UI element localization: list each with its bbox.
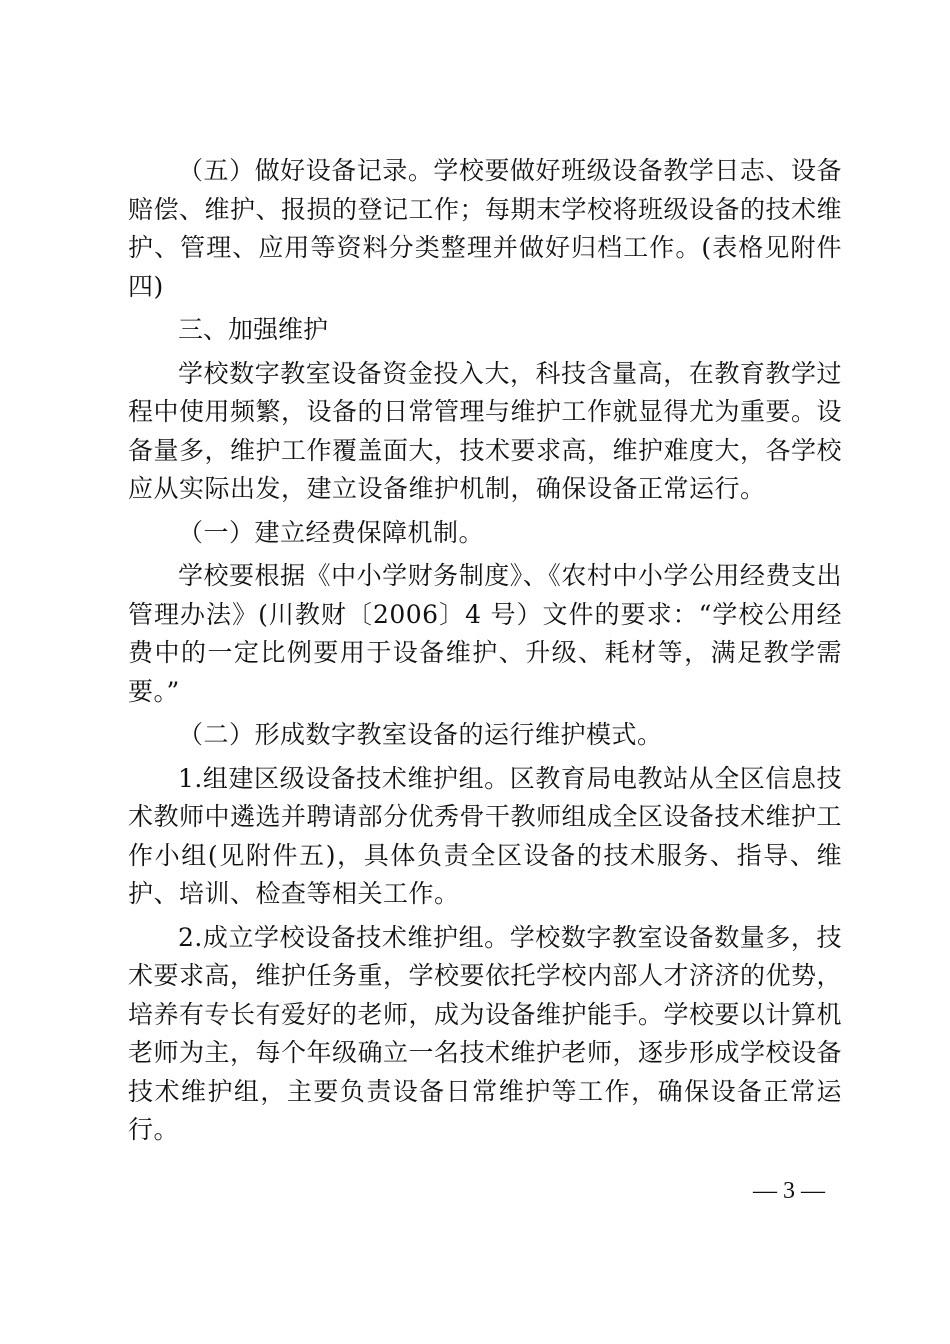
paragraph-funding-heading: （一）建立经费保障机制。	[178, 517, 485, 547]
paragraph-school-team: 2.成立学校设备技术维护组。学校数字教室设备数量多，技术要求高，维护任务重，学校要依托学校内部人才济济的优势，培养有专长有爱好的老师，成为设备维护能手。学校要以计算机老师为主，每个年级确立一名技术维护老师，逐步形成学校设备技术维护组，主要负责设备日常维护等工作，确保设备正常运行。	[128, 922, 843, 1144]
paragraph-mode-heading: （二）形成数字教室设备的运行维护模式。	[178, 720, 663, 749]
document-body	[128, 152, 842, 1155]
section-heading-maintenance: 三、加强维护	[178, 315, 329, 344]
page-number: — 3 —	[753, 1178, 825, 1204]
paragraph-funding-body: 学校要根据《中小学财务制度》、《农村中小学公用经费支出管理办法》(川教财〔2006〕4 号）文件的要求：“学校公用经费中的一定比例要用于设备维护、升级、耗材等，满足教学需要。”	[128, 561, 842, 706]
paragraph-maintenance-intro: 学校数字教室设备资金投入大，科技含量高，在教育教学过程中使用频繁，设备的日常管理与维护工作就显得尤为重要。设备量多，维护工作覆盖面大，技术要求高，维护难度大，各学校应从实际出发，建立设备维护机制，确保设备正常运行。	[128, 358, 843, 503]
paragraph-district-team: 1.组建区级设备技术维护组。区教育局电教站从全区信息技术教师中遴选并聘请部分优秀骨干教师组成全区设备技术维护工作小组(见附件五)，具体负责全区设备的技术服务、指导、维护、培训、检查等相关工作。	[128, 763, 843, 908]
paragraph-equipment-records: （五）做好设备记录。学校要做好班级设备教学日志、设备赔偿、维护、报损的登记工作；每期末学校将班级设备的技术维护、管理、应用等资料分类整理并做好归档工作。(表格见附件四)	[128, 156, 843, 301]
